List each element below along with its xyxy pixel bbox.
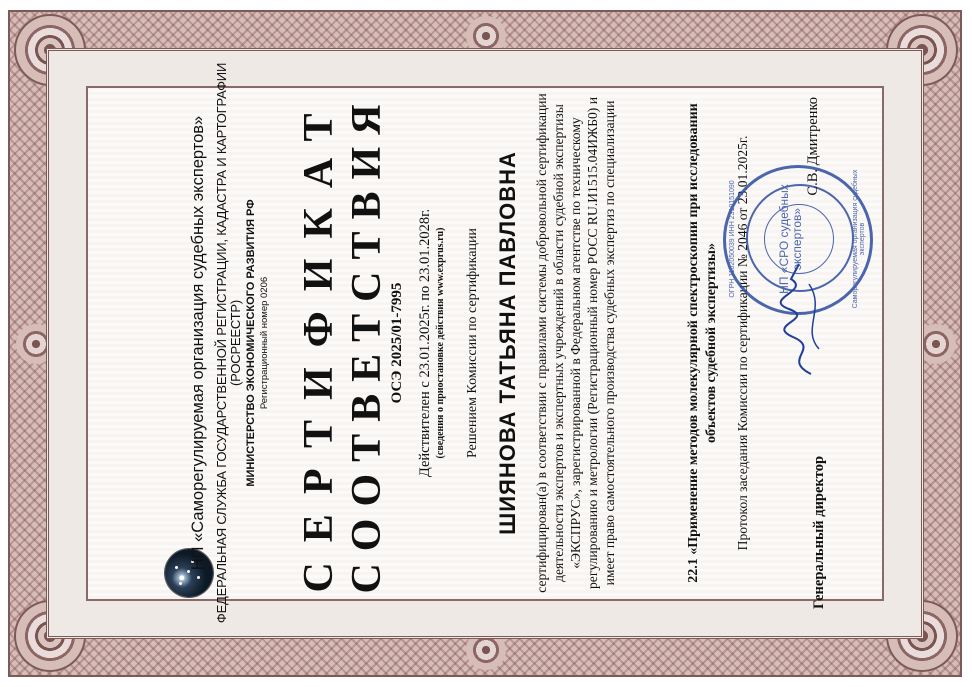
certificate-content [111, 57, 866, 629]
organization-name: НП «Саморегулируемая организация судебных экспертов» [189, 115, 207, 571]
ministry-name: МИНИСТЕРСТВО ЭКОНОМИЧЕСКОГО РАЗВИТИЯ РФ [245, 199, 257, 487]
title-conformity: СООТВЕТСТВИЯ [344, 92, 390, 594]
specialization: 22.1 «Применение методов молекулярной спектроскопии при исследовании объектов судебной экспертизы» [686, 103, 719, 583]
protocol-text: Протокол заседания Комиссии по сертификации № 2046 от 23.01.2025г. [735, 135, 750, 551]
title-certificate: СЕРТИФИКАТ [296, 93, 342, 593]
holder-name: ШИЯНОВА ТАТЬЯНА ПАВЛОВНА [495, 151, 520, 535]
registration-number: Регистрационный номер 0206 [259, 276, 270, 410]
suspension-note: (сведения о приостановке действия www.exprus.ru) [435, 227, 446, 459]
stamp-inner-text: Саморегулируемая организация судебных экспертов [852, 169, 866, 309]
decision-text: Решением Комиссии по сертификации [465, 228, 480, 458]
validity-period: Действителен с 23.01.2025г. по 23.01.2028г. [417, 208, 433, 478]
certificate-number: ОСЭ 2025/01-7995 [389, 282, 405, 404]
certification-body-text: сертифицирован(а) в соответствии с правилами системы добровольной сертификации деятельности экспертов и экспертных учреждений в области судебной экспертизы «ЭКСПРУС», зарегистрированной в Федеральном агентстве по техническому регулированию и метрологии (Регистрационный номер РОСС RU.И1515.04ИЖБ0) и имеет право самостоятельного производства судебных экспертиз по специализации [534, 93, 617, 593]
stamp-center-text: НП «СРО судебных экспертов» [777, 184, 804, 294]
director-signature [771, 259, 831, 379]
agency-name: ФЕДЕРАЛЬНАЯ СЛУЖБА ГОСУДАРСТВЕННОЙ РЕГИСТРАЦИИ, КАДАСТРА И КАРТОГРАФИИ (РОСРЕЕСТР) [214, 62, 243, 624]
stamp-outer-text: ОГРН 1102050039 ИНН 2310151090 [729, 180, 736, 298]
director-name: С.В. Дмитренко [805, 97, 821, 196]
director-label: Генеральный директор [811, 455, 827, 609]
